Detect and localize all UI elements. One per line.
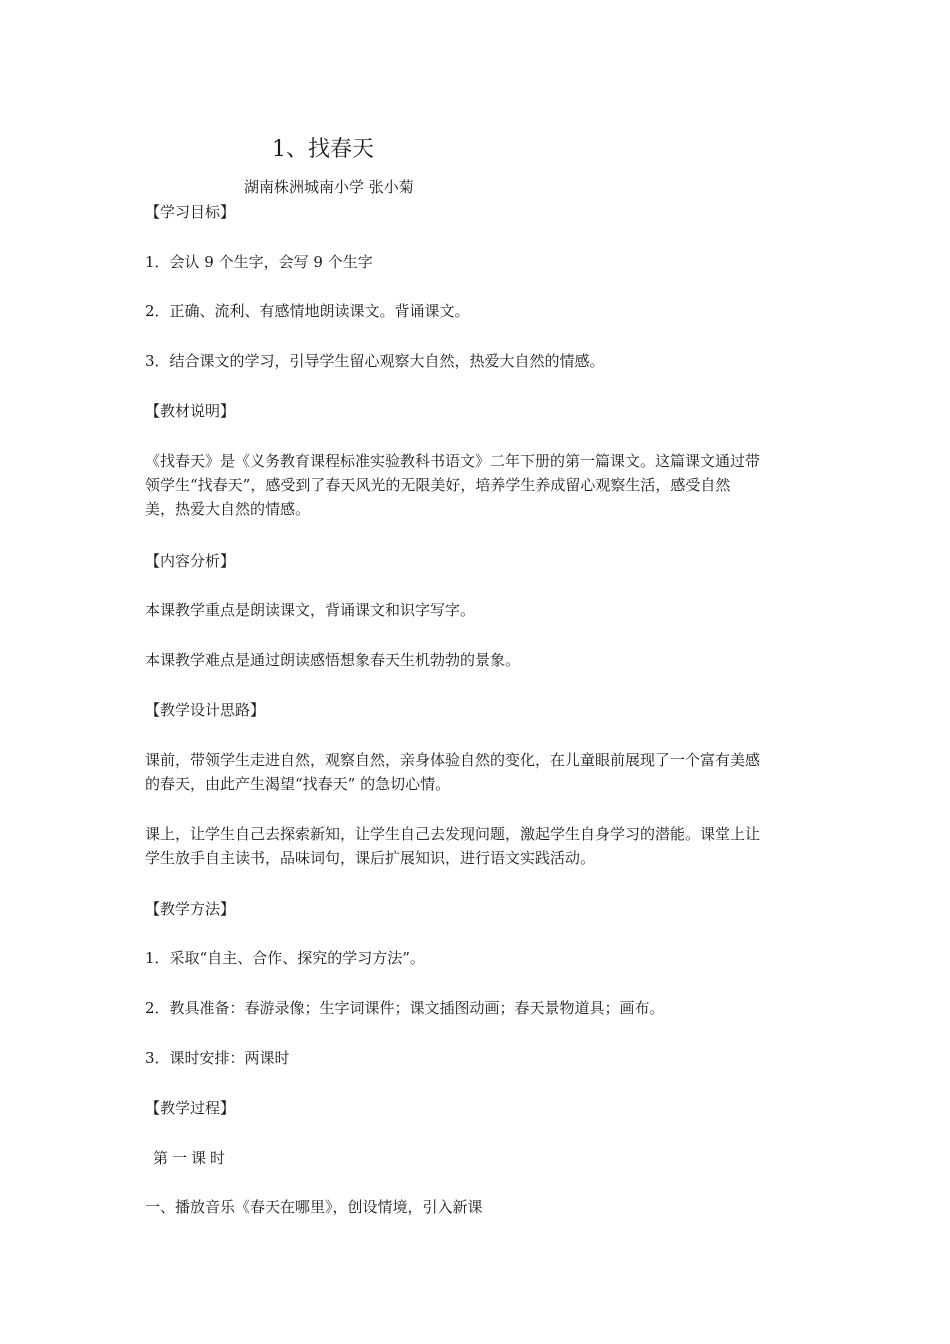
design-line: 课上，让学生自己去探索新知，让学生自己去发现问题，激起学生自身学习的潜能。课堂上让 (145, 825, 761, 843)
document-title: 1、找春天 (272, 137, 374, 162)
design-line: 课前，带领学生走进自然，观察自然，亲身体验自然的变化，在儿童眼前展现了一个富有美感 (145, 751, 761, 769)
method-item-2: 2．教具准备：春游录像；生字词课件；课文插图动画；春天景物道具；画布。 (145, 999, 665, 1017)
heading-learning-goals: 【学习目标】 (145, 203, 236, 221)
material-line: 领学生“找春天”，感受到了春天风光的无限美好，培养学生养成留心观察生活，感受自然 (145, 476, 731, 494)
heading-methods: 【教学方法】 (145, 900, 236, 918)
design-paragraph-2 (145, 822, 815, 870)
design-paragraph-1 (145, 748, 815, 796)
goal-item-3: 3．结合课文的学习，引导学生留心观察大自然，热爱大自然的情感。 (145, 352, 605, 370)
lesson-label: 第一课时 (153, 1149, 230, 1167)
author-line: 湖南株洲城南小学 张小菊 (244, 178, 414, 196)
design-line: 的春天，由此产生渴望“找春天” 的急切心情。 (145, 775, 451, 793)
material-line: 《找春天》是《义务教育课程标准实验教科书语文》二年下册的第一篇课文。这篇课文通过带 (145, 452, 761, 470)
design-line: 学生放手自主读书，品味词句，课后扩展知识，进行语文实践活动。 (145, 849, 596, 867)
material-paragraph (145, 449, 815, 521)
method-item-1: 1．采取“自主、合作、探究的学习方法”。 (145, 949, 425, 967)
content-key-point: 本课教学重点是朗读课文，背诵课文和识字写字。 (145, 601, 476, 619)
content-difficulty: 本课教学难点是通过朗读感悟想象春天生机勃勃的景象。 (145, 651, 521, 669)
goal-item-2: 2．正确、流利、有感情地朗读课文。背诵课文。 (145, 302, 470, 320)
heading-process: 【教学过程】 (145, 1099, 236, 1117)
method-item-3: 3．课时安排：两课时 (145, 1049, 290, 1067)
process-step-1: 一、播放音乐《春天在哪里》，创设情境，引入新课 (145, 1198, 483, 1216)
goal-item-1: 1．会认 9 个生字，会写 9 个生字 (145, 253, 373, 271)
heading-design: 【教学设计思路】 (145, 701, 266, 719)
heading-material: 【教材说明】 (145, 402, 236, 420)
material-line: 美，热爱大自然的情感。 (145, 500, 311, 518)
heading-content-analysis: 【内容分析】 (145, 552, 236, 570)
